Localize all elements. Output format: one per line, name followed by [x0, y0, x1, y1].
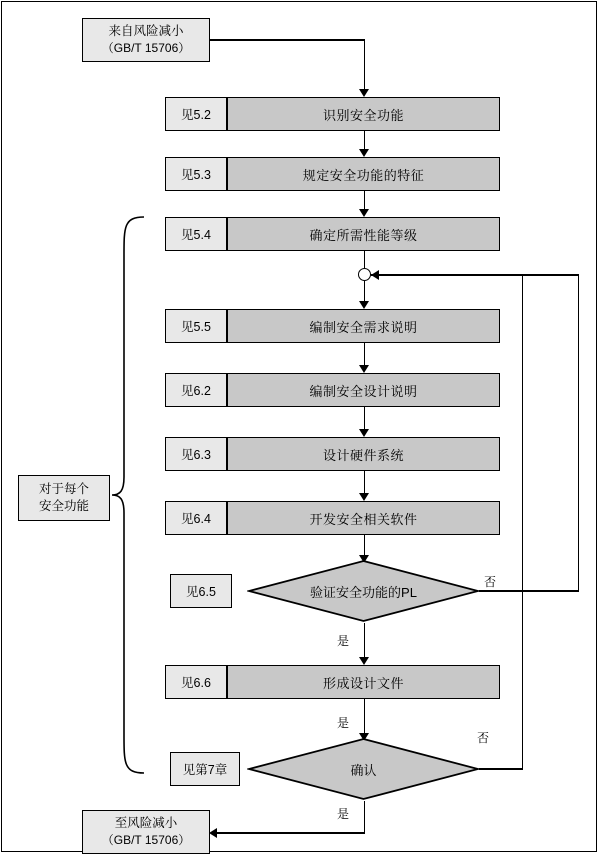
scope-label [18, 475, 110, 521]
step-6-label: 设计硬件系统 [322, 447, 404, 463]
conn-7-dec1 [364, 535, 366, 555]
arrow-2-3 [359, 209, 369, 217]
doc-step-box [227, 665, 500, 699]
dec1-no-arrowhead [371, 270, 379, 280]
merge-junction [358, 268, 371, 281]
start-line1: 来自风险减小 [108, 24, 184, 39]
dec2-yes-arrowhead [209, 828, 217, 838]
doc-yes-label: 是 [337, 716, 350, 730]
decision-2-label: 确认 [350, 762, 377, 778]
step-4-label: 编制安全需求说明 [309, 319, 418, 335]
tag-decision-2 [170, 752, 240, 786]
start-arrowhead [359, 89, 369, 97]
step-1-label: 识别安全功能 [322, 107, 404, 123]
start-connector-h [210, 39, 365, 41]
scope-bracket [110, 215, 146, 775]
conn-junction-4 [364, 281, 366, 301]
tag-decision-2-label: 见第7章 [182, 763, 228, 777]
decision-1-label-wrap [247, 559, 480, 623]
conn-doc-dec2 [364, 699, 366, 733]
arrow-5-6 [359, 429, 369, 437]
arrow-6-7 [359, 493, 369, 501]
dec2-yes-h [216, 832, 365, 834]
tag-doc-step-label: 见6.6 [181, 676, 211, 690]
tag-step-2-label: 见5.3 [181, 168, 211, 182]
dec1-yes-arrowhead [359, 657, 369, 665]
tag-step-7 [165, 501, 227, 535]
step-3-box [227, 217, 500, 251]
step-2-label: 规定安全功能的特征 [302, 167, 425, 183]
tag-doc-step [165, 665, 227, 699]
scope-label-line1: 对于每个 [38, 481, 89, 496]
conn-6-7 [364, 471, 366, 493]
end-line2: （GB/T 15706） [101, 833, 191, 848]
step-5-box [227, 373, 500, 407]
conn-4-5 [364, 343, 366, 365]
step-5-label: 编制安全设计说明 [309, 383, 418, 399]
decision-2-yes-label: 是 [337, 807, 350, 821]
dec2-no-v [522, 274, 524, 769]
tag-step-4-label: 见5.5 [181, 320, 211, 334]
start-line2: （GB/T 15706） [101, 41, 191, 56]
dec2-yes-v [364, 801, 366, 833]
dec1-no-h [479, 590, 579, 592]
start-connector-v [364, 39, 366, 89]
step-1-box [227, 97, 500, 131]
scope-label-line2: 安全功能 [38, 499, 89, 513]
tag-step-2 [165, 157, 227, 191]
tag-decision-1 [170, 574, 232, 608]
end-line1: 至风险减小 [114, 816, 178, 831]
tag-decision-1-label: 见6.5 [186, 585, 216, 599]
dec1-no-v [578, 274, 580, 591]
conn-2-3 [364, 191, 366, 209]
doc-step-label: 形成设计文件 [322, 675, 404, 691]
tag-step-3 [165, 217, 227, 251]
dec2-no-h [479, 768, 523, 770]
diagram-frame [1, 1, 597, 852]
tag-step-5-label: 见6.2 [181, 384, 211, 398]
decision-1-label: 验证安全功能的PL [310, 584, 417, 600]
conn-5-6 [364, 407, 366, 429]
tag-step-1-label: 见5.2 [181, 108, 211, 122]
decision-2-no-label: 否 [477, 731, 490, 745]
decision-1 [247, 559, 480, 623]
tag-step-1 [165, 97, 227, 131]
decision-1-no-label: 否 [484, 575, 497, 589]
tag-step-7-label: 见6.4 [181, 512, 211, 526]
tag-step-6 [165, 437, 227, 471]
decision-1-yes-label: 是 [337, 634, 350, 648]
step-3-label: 确定所需性能等级 [309, 227, 418, 243]
start-node [82, 18, 210, 62]
arrow-junction-4 [359, 301, 369, 309]
step-2-box [227, 157, 500, 191]
conn-3-junction [364, 251, 366, 268]
step-7-box [227, 501, 500, 535]
tag-step-3-label: 见5.4 [181, 228, 211, 242]
dec1-no-return-h [371, 274, 579, 276]
tag-step-5 [165, 373, 227, 407]
arrow-4-5 [359, 365, 369, 373]
step-4-box [227, 309, 500, 343]
step-7-label: 开发安全相关软件 [309, 511, 418, 527]
step-6-box [227, 437, 500, 471]
tag-step-4 [165, 309, 227, 343]
decision-2 [247, 737, 480, 801]
end-node [82, 810, 210, 854]
arrow-1-2 [359, 149, 369, 157]
tag-step-6-label: 见6.3 [181, 448, 211, 462]
dec1-yes-v [364, 623, 366, 659]
conn-1-2 [364, 131, 366, 149]
decision-2-label-wrap [247, 737, 480, 801]
